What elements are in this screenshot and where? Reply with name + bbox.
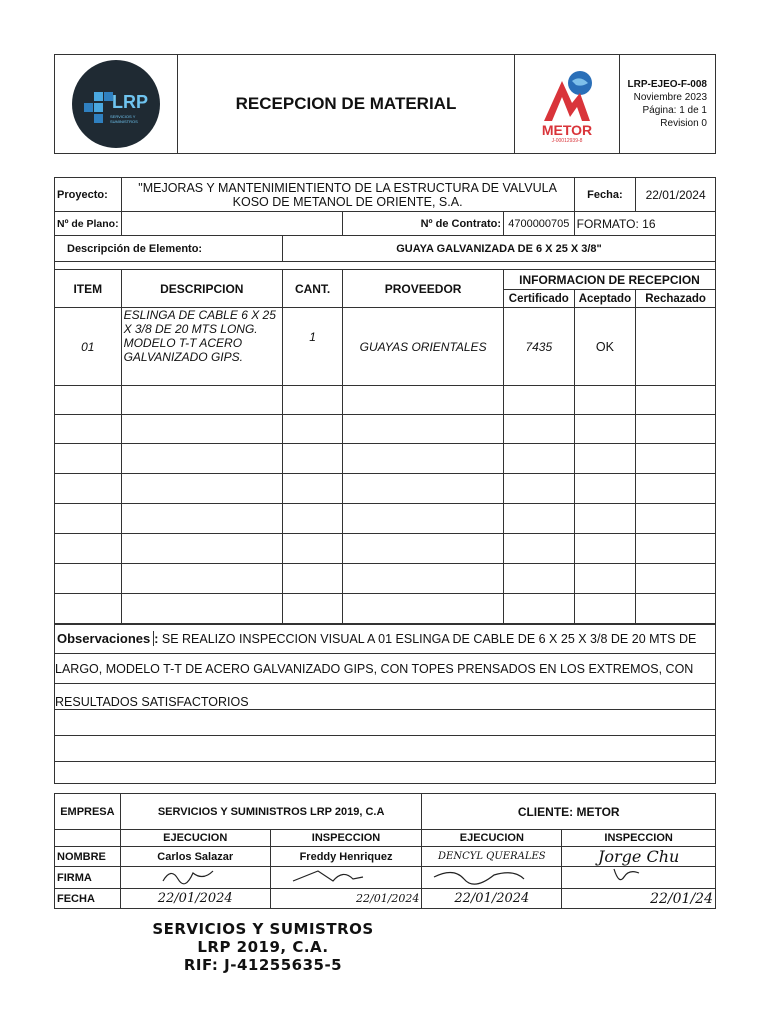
- observaciones-line-1: Observaciones : SE REALIZO INSPECCION VISUAL A 01 ESLINGA DE CABLE DE 6 X 25 X 3/8 DE 20 MTS DE: [55, 624, 716, 654]
- cliente-value: CLIENTE: METOR: [422, 794, 716, 830]
- row-descripcion: ESLINGA DE CABLE 6 X 25 X 3/8 DE 20 MTS LONG. MODELO T-T ACERO GALVANIZADO GIPS.: [121, 308, 282, 386]
- fecha-4: 22/01/24: [562, 889, 716, 909]
- firma-2: [270, 867, 422, 889]
- proyecto-label: Proyecto:: [55, 178, 122, 212]
- col-item-header: ITEM: [55, 270, 122, 308]
- table-row: [55, 308, 716, 386]
- company-logo-cell: [55, 55, 178, 154]
- signature-4-icon: [564, 867, 704, 885]
- observaciones-label: Observaciones: [57, 631, 154, 646]
- ejecucion-header-2: EJECUCION: [422, 830, 562, 847]
- contrato-label: Nº de Contrato:: [343, 212, 504, 236]
- firma-3: [422, 867, 562, 889]
- row-item: 01: [55, 308, 122, 386]
- firma-1: [120, 867, 270, 889]
- stamp-line-1: SERVICIOS Y SUMISTROS: [152, 920, 374, 938]
- fecha-2: 22/01/2024: [270, 889, 422, 909]
- col-aceptado-header: Aceptado: [574, 290, 636, 308]
- stamp-line-2: LRP 2019, C.A.: [197, 938, 329, 956]
- observaciones-text-2: LARGO, MODELO T-T DE ACERO GALVANIZADO GIPS, CON TOPES PRENSADOS EN LOS EXTREMOS, CON: [55, 654, 716, 684]
- col-proveedor-header: PROVEEDOR: [343, 270, 504, 308]
- reception-form: [54, 177, 716, 784]
- signature-2-icon: [273, 867, 413, 885]
- ejecucion-header-1: EJECUCION: [120, 830, 270, 847]
- contrato-value: 4700000705: [504, 212, 575, 236]
- metor-logo-icon: [532, 63, 602, 143]
- lrp-logo-text: LRP: [112, 92, 148, 112]
- signature-3-icon: [424, 867, 554, 885]
- descripcion-value: GUAYA GALVANIZADA DE 6 X 25 X 3/8": [283, 236, 716, 262]
- fecha-sig-label: FECHA: [55, 889, 121, 909]
- inspeccion-header-2: INSPECCION: [562, 830, 716, 847]
- metor-logo-rif: J-00012939-8: [551, 137, 583, 143]
- inspeccion-header-1: INSPECCION: [270, 830, 422, 847]
- document-title: RECEPCION DE MATERIAL: [235, 94, 457, 113]
- nombre-1: Carlos Salazar: [120, 847, 270, 867]
- proyecto-value: "MEJORAS Y MANTENIMIENTIENTO DE LA ESTRUCTURA DE VALVULA KOSO DE METANOL DE ORIENTE, S.A.: [121, 178, 574, 212]
- title-cell: [178, 55, 515, 154]
- table-row: [55, 504, 716, 534]
- client-logo-cell: [515, 55, 620, 154]
- signature-1-icon: [123, 867, 263, 885]
- nombre-3: DENCYL QUERALES: [422, 847, 562, 867]
- nombre-label: NOMBRE: [55, 847, 121, 867]
- firma-4: [562, 867, 716, 889]
- lrp-logo-subtext: SERVICIOS Y SUMINISTROS: [110, 114, 138, 124]
- formato-value: FORMATO: 16: [574, 212, 715, 236]
- empresa-label: EMPRESA: [55, 794, 121, 830]
- form-spacer: [55, 262, 716, 270]
- plano-value: [121, 212, 343, 236]
- table-row: [55, 594, 716, 624]
- fecha-3: 22/01/2024: [422, 889, 562, 909]
- nombre-2: Freddy Henriquez: [270, 847, 422, 867]
- table-row: [55, 386, 716, 415]
- empty-cell: [55, 830, 121, 847]
- row-rechazado: [636, 308, 716, 386]
- fecha-label: Fecha:: [574, 178, 636, 212]
- table-row: [55, 564, 716, 594]
- doc-date: Noviembre 2023: [633, 92, 707, 103]
- observaciones-text-1: SE REALIZO INSPECCION VISUAL A 01 ESLINGA DE CABLE DE 6 X 25 X 3/8 DE 20 MTS DE: [161, 632, 697, 647]
- signature-block: [54, 793, 716, 909]
- document-header: [54, 54, 716, 154]
- firma-label: FIRMA: [55, 867, 121, 889]
- row-aceptado: OK: [574, 308, 636, 386]
- empresa-value: SERVICIOS Y SUMINISTROS LRP 2019, C.A: [120, 794, 422, 830]
- table-row: [55, 415, 716, 444]
- table-row: [55, 444, 716, 474]
- observaciones-text-3: RESULTADOS SATISFACTORIOS: [55, 684, 716, 710]
- nombre-4: Jorge Chu: [562, 847, 716, 867]
- row-proveedor: GUAYAS ORIENTALES: [343, 308, 504, 386]
- row-certificado: 7435: [504, 308, 575, 386]
- doc-code: LRP-EJEO-F-008: [627, 79, 707, 90]
- stamp-line-3: RIF: J-41255635-5: [183, 956, 343, 974]
- document-meta: [620, 55, 716, 154]
- observaciones-blank: [55, 736, 716, 762]
- plano-label: Nº de Plano:: [55, 212, 122, 236]
- observaciones-blank: [55, 710, 716, 736]
- observaciones-blank: [55, 762, 716, 784]
- fecha-value: 22/01/2024: [636, 178, 716, 212]
- col-info-header: INFORMACION DE RECEPCION: [504, 270, 716, 290]
- metor-logo-text: METOR: [541, 121, 593, 138]
- company-stamp: [148, 920, 378, 974]
- row-cant: 1: [283, 308, 343, 386]
- col-cant-header: CANT.: [283, 270, 343, 308]
- lrp-logo: [72, 60, 160, 148]
- doc-page: Página: 1 de 1: [642, 105, 707, 116]
- fecha-1: 22/01/2024: [120, 889, 270, 909]
- table-row: [55, 474, 716, 504]
- table-row: [55, 534, 716, 564]
- col-rechazado-header: Rechazado: [636, 290, 716, 308]
- doc-revision: Revision 0: [660, 118, 707, 129]
- col-descripcion-header: DESCRIPCION: [121, 270, 282, 308]
- descripcion-label: Descripción de Elemento:: [55, 236, 283, 262]
- col-certificado-header: Certificado: [504, 290, 575, 308]
